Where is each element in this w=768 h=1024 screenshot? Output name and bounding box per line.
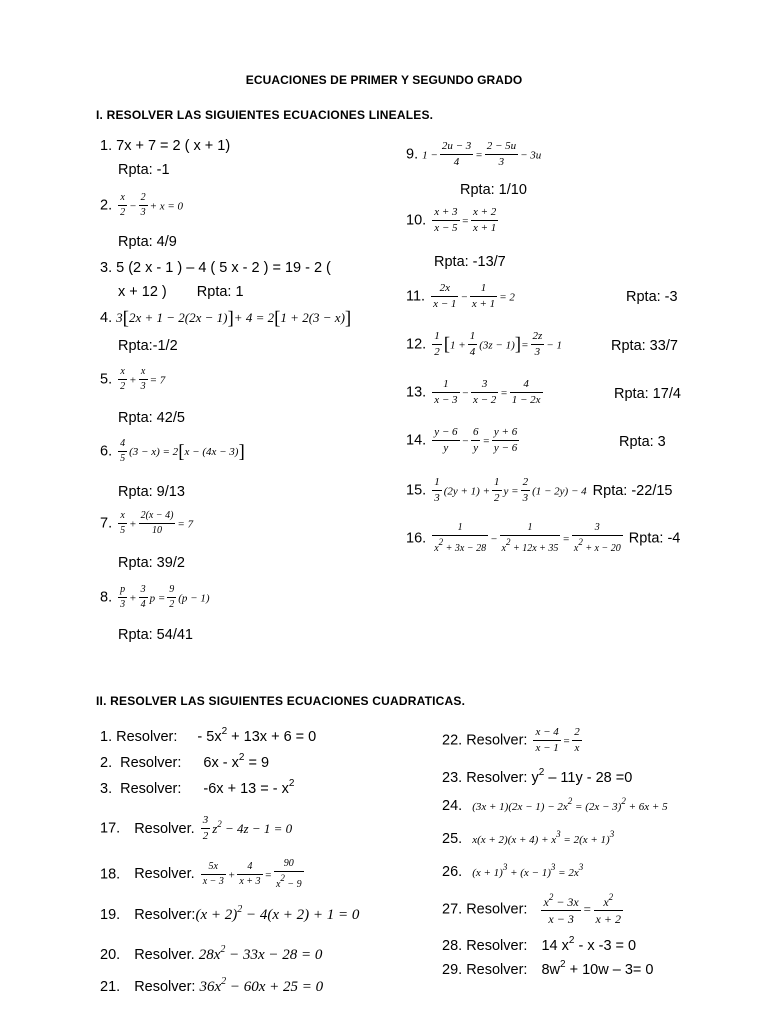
equation: 7x + 7 = 2 ( x + 1) xyxy=(116,138,231,154)
item-number: 6. xyxy=(100,443,113,460)
answer-7: Rpta: 39/2 xyxy=(118,555,185,571)
linear-eq-1 xyxy=(100,138,230,154)
quadratic-eq-29: 29. Resolver: $8w^2 + 10w - 3= 0$ xyxy=(442,959,654,978)
answer-11: Rpta: -3 xyxy=(626,289,678,305)
answer-16: Rpta: -4 xyxy=(628,530,681,547)
quadratic-eq-22: 22. Resolver: $\frac{x - 4}{x - 1}$ = $\frac{2}{x}$ xyxy=(442,726,580,754)
linear-eq-3-cont: x + 12 ) Rpta: 1 xyxy=(118,284,244,300)
linear-eq-13: 13. $\frac{1}{x - 3}$ − $\frac{3}{x - 2}$ = $\frac{4}{1 - 2x}$ xyxy=(406,378,541,406)
linear-eq-9: 9. 1 − $\frac{2u - 3}{4}$ = $\frac{2 - 5u}{3}$ − 3u xyxy=(406,140,542,168)
item-number: 12. xyxy=(406,336,427,353)
answer-5: Rpta: 42/5 xyxy=(118,410,185,426)
item-number: 13. xyxy=(406,384,427,401)
page-title: ECUACIONES DE PRIMER Y SEGUNDO GRADO xyxy=(245,73,523,87)
answer-10: Rpta: -13/7 xyxy=(434,254,506,270)
answer-12: Rpta: 33/7 xyxy=(611,338,678,354)
quadratic-eq-19: 19. Resolver:(x + 2)$^2$ − 4(x + 2) + 1 = 0 xyxy=(100,904,360,923)
linear-eq-10: 10. $\frac{x + 3}{x - 5}$ = $\frac{x + 2}{x + 1}$ xyxy=(406,206,497,234)
linear-eq-14: 14. $\frac{y - 6}{y}$ − $\frac{6}{y}$ = $\frac{y + 6}{y - 6}$ xyxy=(406,426,518,454)
equation: 5 (2 x - 1 ) – 4 ( 5 x - 2 ) = 19 - 2 ( xyxy=(116,260,331,276)
item-number: 7. xyxy=(100,515,113,532)
answer-8: Rpta: 54/41 xyxy=(118,627,193,643)
linear-eq-15: 15. $\frac{1}{3}$ (2y + 1) + $\frac{1}{2}$ y = $\frac{2}{3}$ (1 − 2y) − 4 Rpta: -22/15 xyxy=(406,476,673,504)
quadratic-eq-27: 27. Resolver: $\frac{x^2 - 3x}{x - 3}$ = $\frac{x^2}{x + 2}$ xyxy=(442,892,621,926)
answer-13: Rpta: 17/4 xyxy=(614,386,681,402)
answer-3: Rpta: 1 xyxy=(196,284,244,300)
linear-eq-5: 5. $\frac{x}{2}$ + $\frac{x}{3}$ = 7 xyxy=(100,366,166,392)
item-number: 10. xyxy=(406,212,427,229)
item-number: 1. xyxy=(100,138,113,154)
answer-6: Rpta: 9/13 xyxy=(118,484,185,500)
item-number: 2. xyxy=(100,197,113,214)
linear-eq-4: 4. 3[2x + 1 − 2(2x − 1)]+ 4 = 2[1 + 2(3 − x)] xyxy=(100,308,352,329)
section-heading-linear: I. RESOLVER LAS SIGUIENTES ECUACIONES LINEALES. xyxy=(96,108,434,122)
answer-14: Rpta: 3 xyxy=(619,434,666,450)
quadratic-eq-3: 3. Resolver: -6x + 13 = - $x^2$ xyxy=(100,778,295,797)
quadratic-eq-21: 21. Resolver: $36x^2 - 60x + 25 = 0$ xyxy=(100,976,324,995)
quadratic-eq-20: 20. Resolver. $28x^2 - 33x - 28 = 0$ xyxy=(100,944,323,963)
quadratic-eq-25: 25. $x(x + 2)(x + 4) + x^3 = 2(x + 1)^3$ xyxy=(442,829,615,847)
linear-eq-6: 6. $\frac{4}{5}$ (3 − x) = 2[x − (4x − 3)] xyxy=(100,438,245,464)
item-number: 5. xyxy=(100,371,113,388)
item-number: 4. xyxy=(100,309,113,326)
item-number: 14. xyxy=(406,432,427,449)
linear-eq-11: 11. $\frac{2x}{x - 1}$ − $\frac{1}{x + 1}$ = 2 xyxy=(406,282,515,310)
quadratic-eq-18: 18. Resolver. $\frac{5x}{x - 3}$ + $\frac{4}{x + 3}$ = $\frac{90}{x2 - 9}$ xyxy=(100,858,302,890)
quadratic-eq-28: 28. Resolver: 14 $x^2$ - x -3 = 0 xyxy=(442,935,637,954)
linear-eq-7: 7. $\frac{x}{5}$ + $\frac{2(x - 4)}{10}$ = 7 xyxy=(100,510,194,536)
item-number: 9. xyxy=(406,146,419,163)
quadratic-eq-23: 23. Resolver: $y^2 - 11y - 28 =0$ xyxy=(442,767,633,786)
linear-eq-16: 16. $\frac{1}{x2 + 3x - 28}$ − $\frac{1}{x2 + 12x + 35}$ = $\frac{3}{x2 + x - 20}$ Rpta: -4 xyxy=(406,522,681,554)
item-number: 16. xyxy=(406,530,427,547)
item-number: 11. xyxy=(406,288,426,305)
quadratic-eq-24: 24. $(3x + 1)(2x - 1) - 2x^2 = (2x - 3)^2 + 6x + 5$ xyxy=(442,796,668,814)
linear-eq-3 xyxy=(100,260,331,276)
quadratic-eq-2: 2. Resolver: $6x - x^2 = 9$ xyxy=(100,752,270,771)
quadratic-eq-1: 1. Resolver: - $5x^2 + 13x + 6 = 0$ xyxy=(100,726,317,745)
linear-eq-8: 8. $\frac{p}{3}$ + $\frac{3}{4}$ p = $\frac{9}{2}$ (p − 1) xyxy=(100,584,210,610)
answer-1: Rpta: -1 xyxy=(118,162,170,178)
answer-2: Rpta: 4/9 xyxy=(118,234,177,250)
answer-4: Rpta:-1/2 xyxy=(118,338,178,354)
quadratic-eq-17: 17. Resolver. $\frac{3}{2}$ $z^2 - 4z - 1 = 0$ xyxy=(100,814,293,842)
linear-eq-12: 12. $\frac{1}{2}$ [1 + $\frac{1}{4}$ (3z − 1)]= $\frac{2z}{3}$ − 1 xyxy=(406,330,562,358)
section-heading-quadratic: II. RESOLVER LAS SIGUIENTES ECUACIONES CUADRATICAS. xyxy=(96,694,466,708)
item-number: 8. xyxy=(100,589,113,606)
item-number: 3. xyxy=(100,260,113,276)
answer-9: Rpta: 1/10 xyxy=(460,182,527,198)
item-number: 15. xyxy=(406,482,427,499)
quadratic-eq-26: 26. $(x + 1)^3 + (x - 1)^3 = 2x^3$ xyxy=(442,862,584,880)
answer-15: Rpta: -22/15 xyxy=(592,482,673,499)
linear-eq-2: 2. $\frac{x}{2}$ − $\frac{2}{3}$ + x = 0 xyxy=(100,192,184,218)
